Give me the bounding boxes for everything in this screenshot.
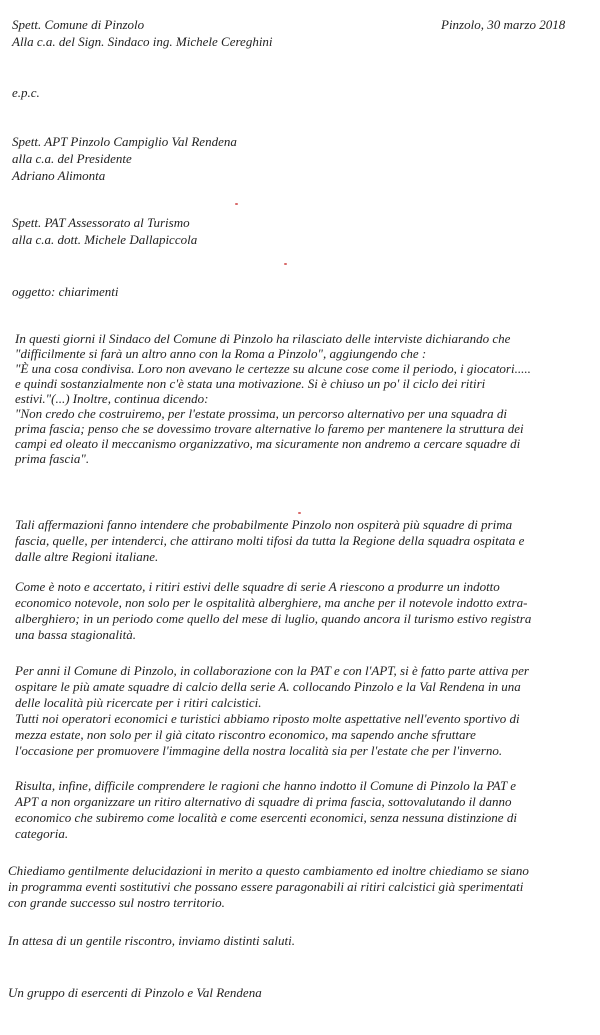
recipient-2-name: Spett. APT Pinzolo Campiglio Val Rendena [12, 134, 237, 149]
paragraph-line: alberghiero; in un periodo come quello del mese di luglio, quando ancora il turismo estivo registra [15, 611, 532, 626]
paragraph-line: Risulta, infine, difficile comprendere le ragioni che hanno indotto il Comune di Pinzolo la PAT e [15, 778, 517, 793]
signature: Un gruppo di esercenti di Pinzolo e Val Rendena [8, 985, 262, 1000]
paragraph-line: estivi."(...) Inoltre, continua dicendo: [15, 391, 209, 406]
paragraph-line: Tali affermazioni fanno intendere che probabilmente Pinzolo non ospiterà più squadre di prima [15, 517, 513, 532]
recipient-1: Spett. Comune di Pinzolo [12, 17, 145, 32]
paragraph-line: "È una cosa condivisa. Loro non avevano le certezze su alcune cose come il periodo, i giocatori..... [15, 361, 531, 376]
paragraph-line: con grande successo sul nostro territorio. [8, 895, 225, 910]
recipient-3-name: Spett. PAT Assessorato al Turismo [12, 215, 190, 230]
paragraph-line: economico che subiremo come località e come esercenti economici, senza nessuna distinzione di [15, 810, 517, 825]
subject-line: oggetto: chiarimenti [12, 284, 119, 299]
recipient-2-attn: alla c.a. del Presidente [12, 151, 132, 166]
paragraph-line: Tutti noi operatori economici e turistici abbiamo riposto molte aspettative nell'evento sportivo di [15, 711, 520, 726]
paragraph-line: "difficilmente si farà un altro anno con la Roma a Pinzolo", aggiungendo che : [15, 346, 427, 361]
recipient-1-attn: Alla c.a. del Sign. Sindaco ing. Michele Cereghini [12, 34, 273, 49]
paragraph-line: fascia, quelle, per intenderci, che attirano molti tifosi da tutta la Regione della squadra ospitata e [15, 533, 525, 548]
paragraph-line: "Non credo che costruiremo, per l'estate prossima, un percorso alternativo per una squadra di [15, 406, 507, 421]
scan-speck [298, 512, 301, 514]
paragraph-line: l'occasione per promuovere l'immagine della nostra località sia per l'estate che per l'inverno. [15, 743, 503, 758]
paragraph-line: ospitare le più amate squadre di calcio della serie A. collocando Pinzolo e la Val Rendena in una [15, 679, 521, 694]
paragraph-line: In attesa di un gentile riscontro, inviamo distinti saluti. [8, 933, 295, 948]
scan-speck [235, 203, 238, 205]
paragraph-line: mezza estate, non solo per il già citato riscontro economico, ma sapendo anche sfruttare [15, 727, 476, 742]
paragraph-line: Chiediamo gentilmente delucidazioni in merito a questo cambiamento ed inoltre chiediamo se siano [8, 863, 529, 878]
place-date: Pinzolo, 30 marzo 2018 [441, 17, 566, 32]
paragraph-line: In questi giorni il Sindaco del Comune di Pinzolo ha rilasciato delle interviste dichiarando che [15, 331, 511, 346]
paragraph-line: Come è noto e accertato, i ritiri estivi delle squadre di serie A riescono a produrre un indotto [15, 579, 500, 594]
scan-speck [284, 263, 287, 265]
paragraph-line: prima fascia". [15, 451, 90, 466]
paragraph-line: categoria. [15, 826, 69, 841]
recipient-2-person: Adriano Alimonta [12, 168, 106, 183]
recipient-3-attn: alla c.a. dott. Michele Dallapiccola [12, 232, 198, 247]
paragraph-line: campi ed oleato il meccanismo organizzativo, ma sicuramente non andremo a cercare squadre di [15, 436, 521, 451]
paragraph-line: APT a non organizzare un ritiro alternativo di squadre di prima fascia, sottovalutando il danno [15, 794, 512, 809]
paragraph-line: delle località più ricercate per i ritiri calcistici. [15, 695, 262, 710]
paragraph-line: economico notevole, non solo per le ospitalità alberghiere, ma anche per il notevole indotto extra- [15, 595, 528, 610]
paragraph-line: dalle altre Regioni italiane. [15, 549, 159, 564]
paragraph-line: una bassa stagionalità. [15, 627, 136, 642]
paragraph-line: in programma eventi sostitutivi che possano essere paragonabili ai ritiri calcistici già sperimentati [8, 879, 524, 894]
paragraph-line: e quindi sostanzialmente non c'è stata una motivazione. Si è chiuso un po' il ciclo dei ritiri [15, 376, 486, 391]
epc-label: e.p.c. [12, 85, 40, 100]
paragraph-line: prima fascia; penso che se dovessimo trovare alternative lo faremo per mantenere la struttura dei [15, 421, 524, 436]
paragraph-line: Per anni il Comune di Pinzolo, in collaborazione con la PAT e con l'APT, si è fatto parte attiva per [15, 663, 529, 678]
